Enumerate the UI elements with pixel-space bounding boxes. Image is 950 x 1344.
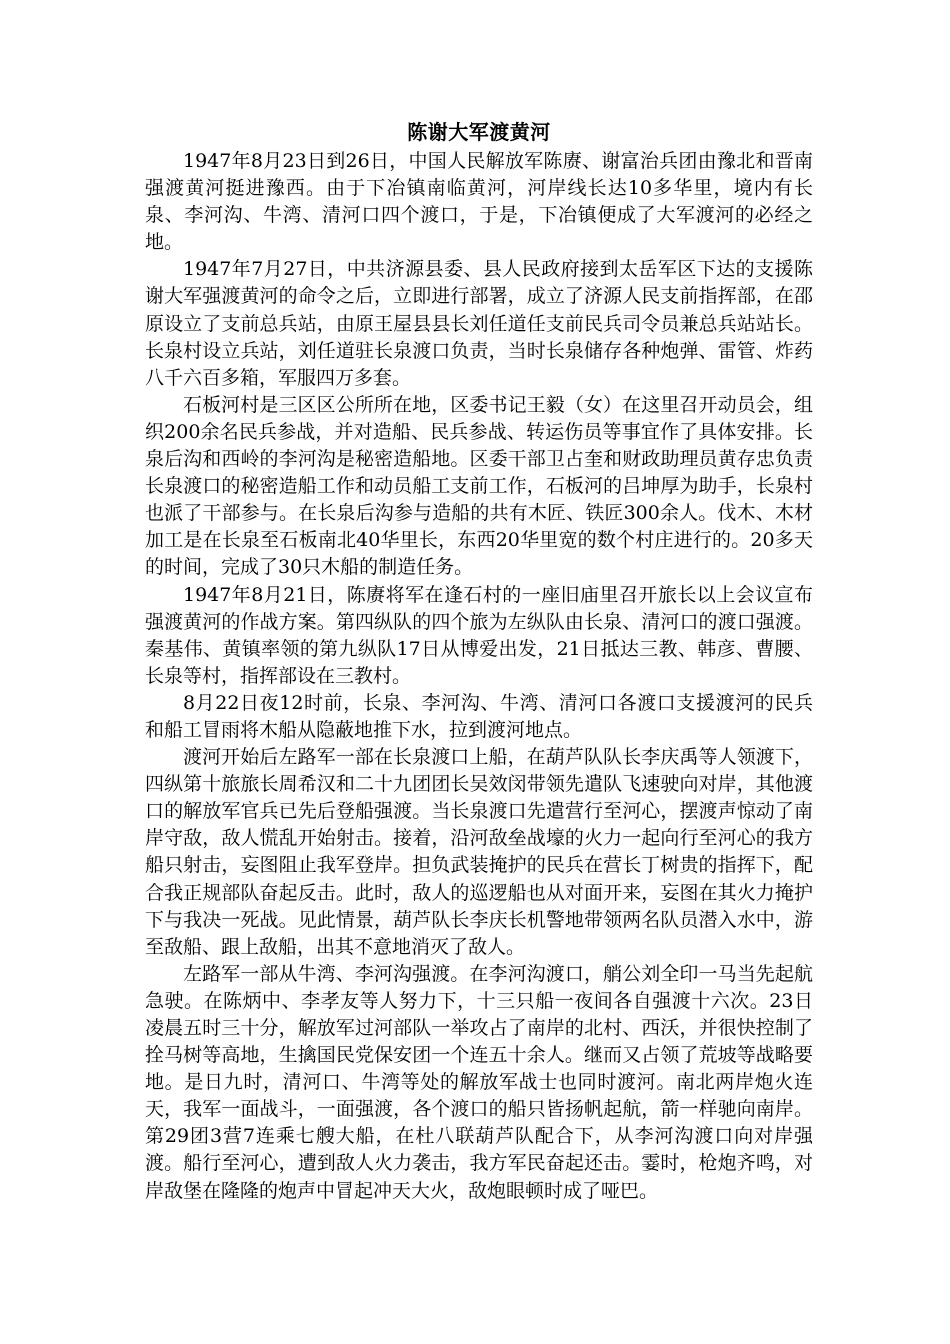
paragraph-7: 左路军一部从牛湾、李河沟强渡。在李河沟渡口，艄公刘全印一马当先起航急驶。在陈炳中、李孝友等人努力下，十三只船一夜间各自强渡十六次。23日凌晨五时三十分，解放军过河部队一举攻占了南岸的北村、西沃，并很快控制了拴马树等高地，生擒国民党保安团一个连五十余人。继而又占领了荒坡等战略要地。是日九时，清河口、牛湾等处的解放军战士也同时渡河。南北两岸炮火连天，我军一面战斗，一面强渡，各个渡口的船只皆扬帆起航，箭一样驰向南岸。第29团3营7连乘七艘大船，在杜八联葫芦队配合下，从李河沟渡口向对岸强渡。船行至河心，遭到敌人火力袭击，我方军民奋起还击。霎时，枪炮齐鸣，对岸敌堡在隆隆的炮声中冒起冲天大火，敌炮眼顿时成了哑巴。 — [145, 962, 813, 1202]
document-title: 陈谢大军渡黄河 — [407, 120, 551, 144]
paragraph-2: 1947年7月27日，中共济源县委、县人民政府接到太岳军区下达的支援陈谢大军强渡黄河的命令之后，立即进行部署，成立了济源人民支前指挥部，在邵原设立了支前总兵站，由原王屋县县长刘任道任支前民兵司令员兼总兵站站长。长泉村设立兵站，刘任道驻长泉渡口负责，当时长泉储存各种炮弹、雷管、炸药八千六百多箱，军服四万多套。 — [145, 258, 813, 389]
paragraph-1: 1947年8月23日到26日，中国人民解放军陈赓、谢富治兵团由豫北和晋南强渡黄河挺进豫西。由于下冶镇南临黄河，河岸线长达10多华里，境内有长泉、李河沟、牛湾、清河口四个渡口，于是，下冶镇便成了大军渡河的必经之地。 — [145, 150, 813, 254]
paragraph-4: 1947年8月21日，陈赓将军在逢石村的一座旧庙里召开旅长以上会议宣布强渡黄河的作战方案。第四纵队的四个旅为左纵队由长泉、清河口的渡口强渡。秦基伟、黄镇率领的第九纵队17日从博爱出发，21日抵达三教、韩彦、曹腰、长泉等村，指挥部设在三教村。 — [145, 583, 813, 687]
paragraph-6: 渡河开始后左路军一部在长泉渡口上船，在葫芦队队长李庆禹等人领渡下，四纵第十旅旅长周希汉和二十九团团长吴效闵带领先遣队飞速驶向对岸，其他渡口的解放军官兵已先后登船强渡。当长泉渡口先遣营行至河心，摆渡声惊动了南岸守敌，敌人慌乱开始射击。接着，沿河敌垒战壕的火力一起向行至河心的我方船只射击，妄图阻止我军登岸。担负武装掩护的民兵在营长丁树贵的指挥下，配合我正规部队奋起反击。此时，敌人的巡逻船也从对面开来，妄图在其火力掩护下与我决一死战。见此情景，葫芦队长李庆长机警地带领两名队员潜入水中，游至敌船、跟上敌船，出其不意地消灭了敌人。 — [145, 746, 813, 958]
paragraph-3: 石板河村是三区区公所所在地，区委书记王毅（女）在这里召开动员会，组织200余名民兵参战，并对造船、民兵参战、转运伤员等事宜作了具体安排。长泉后沟和西岭的李河沟是秘密造船地。区委干部卫占奎和财政助理员黄存忠负责长泉渡口的秘密造船工作和动员船工支前工作，石板河的吕坤厚为助手，长泉村也派了干部参与。在长泉后沟参与造船的共有木匠、铁匠300余人。伐木、木材加工是在长泉至石板南北40华里长，东西20华里宽的数个村庄进行的。20多天的时间，完成了30只木船的制造任务。 — [145, 393, 813, 579]
document-page — [145, 118, 813, 1205]
paragraph-5: 8月22日夜12时前，长泉、李河沟、牛湾、清河口各渡口支援渡河的民兵和船工冒雨将木船从隐蔽地推下水，拉到渡河地点。 — [145, 691, 813, 741]
